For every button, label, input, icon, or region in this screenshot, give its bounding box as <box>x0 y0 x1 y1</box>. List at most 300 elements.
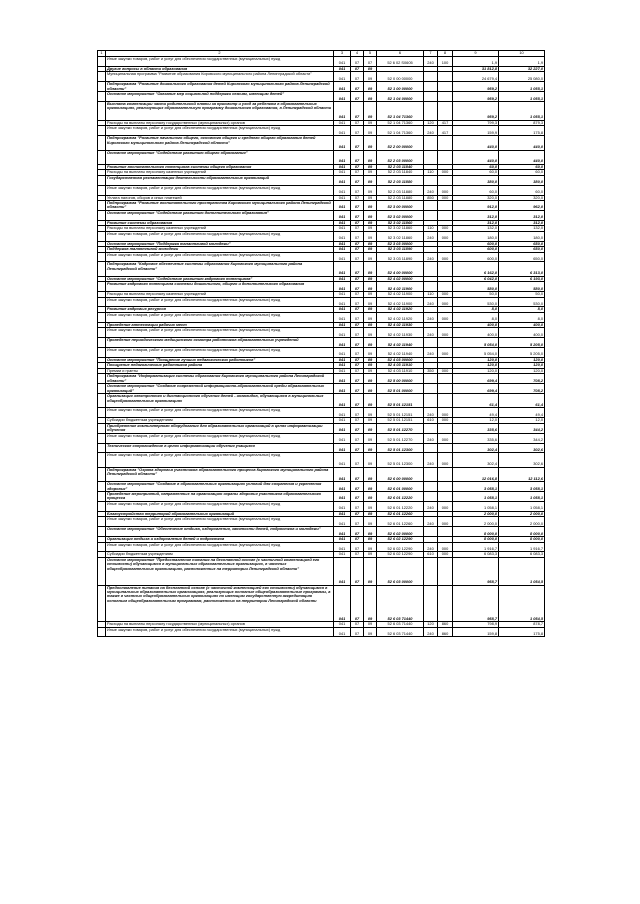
row-amount-year1: 3 058,1 <box>453 482 499 492</box>
budget-table-sheet <box>97 50 544 637</box>
table-row <box>98 328 545 338</box>
row-target-article: 52 1 04 71360 <box>377 102 424 121</box>
row-ministry-code: 041 <box>334 408 351 418</box>
row-name-cell: Иные закупки товаров, работ и услуг для обеспечения государственных (муниципальных) нужд <box>106 453 334 467</box>
row-ministry-code: 041 <box>334 57 351 67</box>
row-section-code: 07 <box>351 348 364 358</box>
row-subsection-code: 09 <box>364 82 377 92</box>
table-body <box>98 57 545 637</box>
row-amount-year1: 580,0 <box>453 282 499 292</box>
row-subsection-code: 09 <box>364 175 377 185</box>
row-name-cell: Подпрограмма "Охрана здоровья участников образовательного процесса Кировского муниципального района Ленинградской области" <box>106 467 334 481</box>
row-subsection-code: 09 <box>364 501 377 511</box>
row-name-cell: Основное мероприятие "Предоставление питания на бесплатной основе (с частичной компенсацией его стоимости) обучающимся в муниципальных образовательных организациях, в частных общеобразовательных организациях, расположенных на территории Ленинградской области" <box>106 557 334 585</box>
row-name-cell: Проведение мероприятий, направленных на организацию охраны здоровья участников образовательного процесса <box>106 492 334 502</box>
row-ministry-code: 041 <box>334 210 351 220</box>
table-row <box>98 185 545 195</box>
row-ministry-code: 041 <box>334 66 351 71</box>
row-amount-year2: 50,0 <box>499 292 545 297</box>
row-name-cell: Основное мероприятие "Обеспечение отдыха, оздоровления, занятости детей, подростков и молодежи" <box>106 527 334 537</box>
row-section-code: 07 <box>351 322 364 327</box>
row-expense-type <box>424 482 438 492</box>
row-amount-year2: 8,0 <box>499 307 545 312</box>
row-ministry-code: 041 <box>334 585 351 622</box>
table-row <box>98 126 545 136</box>
row-marker-cell <box>98 126 106 136</box>
row-classifier-code <box>438 443 453 453</box>
row-expense-type: 240 <box>424 517 438 527</box>
row-expense-type <box>424 136 438 150</box>
row-target-article: 52 5 01 12300 <box>377 443 424 453</box>
row-expense-type: 240 <box>424 501 438 511</box>
row-expense-type <box>424 492 438 502</box>
row-classifier-code: 100 <box>438 57 453 67</box>
row-subsection-code: 09 <box>364 338 377 348</box>
row-name-cell: Расходы на выплаты персоналу казенных учреждений <box>106 226 334 231</box>
row-target-article: 52 2 03 11840 <box>377 170 424 175</box>
row-classifier-code: 000 <box>438 501 453 511</box>
row-name-cell: Иные закупки товаров, работ и услуг для обеспечения государственных (муниципальных) нужд <box>106 627 334 637</box>
table-row <box>98 210 545 220</box>
row-amount-year1: 320,0 <box>453 195 499 200</box>
row-section-code: 07 <box>351 276 364 281</box>
row-expense-type: 240 <box>424 433 438 443</box>
row-amount-year2: 962,0 <box>499 201 545 211</box>
row-amount-year1: 120,0 <box>453 357 499 362</box>
row-target-article: 52 5 01 12300 <box>377 453 424 467</box>
row-name-cell: Иные закупки товаров, работ и услуг для обеспечения государственных (муниципальных) нужд <box>106 517 334 527</box>
row-classifier-code: 000 <box>438 453 453 467</box>
row-ministry-code: 041 <box>334 348 351 358</box>
row-classifier-code: 000 <box>438 231 453 241</box>
row-expense-type <box>424 338 438 348</box>
row-ministry-code: 041 <box>334 433 351 443</box>
row-section-code: 07 <box>351 374 364 384</box>
row-amount-year1: 302,4 <box>453 443 499 453</box>
row-target-article: 52 2 03 00000 <box>377 150 424 164</box>
table-row <box>98 492 545 502</box>
row-amount-year2: 312,0 <box>499 220 545 225</box>
row-ministry-code: 041 <box>334 492 351 502</box>
row-subsection-code: 09 <box>364 622 377 627</box>
row-subsection-code: 09 <box>364 363 377 368</box>
row-target-article: 52 3 03 11890 <box>377 252 424 262</box>
row-amount-year2: 1 916,7 <box>499 542 545 552</box>
table-row <box>98 627 545 637</box>
row-classifier-code: 000 <box>438 195 453 200</box>
row-name-cell: Иные закупки товаров, работ и услуг для обеспечения государственных (муниципальных) нужд <box>106 185 334 195</box>
row-name-cell: Подпрограмма "Развитие дошкольного образования детей Кировского муниципального района Ленинградской области" <box>106 82 334 92</box>
row-ministry-code: 041 <box>334 482 351 492</box>
row-marker-cell <box>98 585 106 622</box>
row-target-article: 52 4 02 11900 <box>377 297 424 307</box>
row-amount-year2: 879,3 <box>499 120 545 125</box>
table-row <box>98 150 545 164</box>
row-amount-year1: 24 679,4 <box>453 72 499 82</box>
row-name-cell: Основное мероприятие "Поощрение лучших педагогических работников" <box>106 357 334 362</box>
row-classifier-code <box>438 175 453 185</box>
row-name-cell: Основное мероприятие "Содействие развитию кадрового потенциала" <box>106 276 334 281</box>
row-target-article: 52 4 02 11920 <box>377 307 424 312</box>
row-classifier-code <box>438 92 453 102</box>
row-subsection-code: 09 <box>364 527 377 537</box>
row-amount-year2: 1 055,1 <box>499 82 545 92</box>
table-row <box>98 384 545 394</box>
row-marker-cell <box>98 453 106 467</box>
row-ministry-code: 041 <box>334 72 351 82</box>
row-amount-year1: 132,0 <box>453 226 499 231</box>
row-amount-year1: 1 058,1 <box>453 501 499 511</box>
row-amount-year2: 6 313,0 <box>499 262 545 276</box>
row-amount-year2: 708,2 <box>499 374 545 384</box>
table-row <box>98 262 545 276</box>
row-section-code: 07 <box>351 433 364 443</box>
row-amount-year1: 959,2 <box>453 102 499 121</box>
row-marker-cell <box>98 102 106 121</box>
row-amount-year2: 8 000,0 <box>499 527 545 537</box>
row-marker-cell <box>98 312 106 322</box>
row-ministry-code: 041 <box>334 467 351 481</box>
row-section-code: 07 <box>351 241 364 246</box>
row-name-cell: Иные закупки товаров, работ и услуг для обеспечения государственных (муниципальных) нужд <box>106 126 334 136</box>
row-amount-year2: 440,0 <box>499 150 545 164</box>
row-name-cell: Субсидии бюджетным учреждениям <box>106 418 334 423</box>
row-ministry-code: 041 <box>334 102 351 121</box>
row-subsection-code: 09 <box>364 542 377 552</box>
row-amount-year2: 302,6 <box>499 453 545 467</box>
row-amount-year2: 175,8 <box>499 627 545 637</box>
row-classifier-code: 860 <box>438 627 453 637</box>
row-amount-year1: 159,9 <box>453 126 499 136</box>
row-subsection-code: 09 <box>364 552 377 557</box>
row-amount-year1: 6 162,0 <box>453 262 499 276</box>
row-name-cell: Поощрение педагогических работников района <box>106 363 334 368</box>
row-name-cell: Развитие системы образования <box>106 220 334 225</box>
row-amount-year1: 699,4 <box>453 384 499 394</box>
row-subsection-code: 09 <box>364 384 377 394</box>
row-target-article: 52 4 02 11920 <box>377 312 424 322</box>
row-name-cell: Техническое сопровождение в целях информатизации обучения учащихся <box>106 443 334 453</box>
row-amount-year1: 8,0 <box>453 307 499 312</box>
row-amount-year1: 312,0 <box>453 220 499 225</box>
row-name-cell: Подпрограмма "Развитие начального общего, основного общего и среднего общего образования детей Кировского муниципального района Ленинградской области" <box>106 136 334 150</box>
row-name-cell: Основное мероприятие "Содействие развитию дополнительного образования" <box>106 210 334 220</box>
table-row <box>98 408 545 418</box>
row-amount-year1: 312,0 <box>453 210 499 220</box>
row-expense-type: 240 <box>424 312 438 322</box>
column-number: 9 <box>453 51 499 57</box>
row-target-article: 52 3 03 11890 <box>377 247 424 252</box>
row-section-code: 07 <box>351 231 364 241</box>
row-amount-year2: 580,0 <box>499 282 545 292</box>
row-target-article: 52 3 02 11860 <box>377 231 424 241</box>
row-expense-type: 110 <box>424 170 438 175</box>
row-name-cell: Проведение аттестации рабочих мест <box>106 322 334 327</box>
row-classifier-code <box>438 467 453 481</box>
row-expense-type: 240 <box>424 57 438 67</box>
table-row <box>98 338 545 348</box>
row-target-article: 52 6 03 71440 <box>377 627 424 637</box>
row-amount-year1: 180,0 <box>453 231 499 241</box>
row-section-code: 07 <box>351 552 364 557</box>
row-name-cell: Иные закупки товаров, работ и услуг для обеспечения государственных (муниципальных) нужд <box>106 408 334 418</box>
row-section-code: 07 <box>351 195 364 200</box>
row-ministry-code: 041 <box>334 195 351 200</box>
row-name-cell: Иные закупки товаров, работ и услуг для обеспечения государственных (муниципальных) нужд <box>106 57 334 67</box>
row-target-article: 52 6 01 12220 <box>377 501 424 511</box>
row-amount-year1: 600,0 <box>453 247 499 252</box>
row-amount-year2: 1 055,1 <box>499 102 545 121</box>
row-name-cell: Иные закупки товаров, работ и услуг для обеспечения государственных (муниципальных) нужд <box>106 501 334 511</box>
row-subsection-code: 09 <box>364 247 377 252</box>
row-expense-type: 120 <box>424 120 438 125</box>
row-amount-year2: 2 000,0 <box>499 517 545 527</box>
row-classifier-code: 000 <box>438 170 453 175</box>
table-row <box>98 501 545 511</box>
row-section-code: 07 <box>351 210 364 220</box>
row-section-code: 07 <box>351 408 364 418</box>
row-marker-cell <box>98 627 106 637</box>
row-amount-year2: 1 055,1 <box>499 92 545 102</box>
row-section-code: 07 <box>351 92 364 102</box>
row-amount-year2: 650,0 <box>499 252 545 262</box>
row-subsection-code: 09 <box>364 241 377 246</box>
table-row <box>98 231 545 241</box>
row-subsection-code: 09 <box>364 307 377 312</box>
row-ministry-code: 041 <box>334 542 351 552</box>
row-amount-year2: 302,6 <box>499 443 545 453</box>
row-expense-type: 850 <box>424 195 438 200</box>
row-amount-year2: 32 227,0 <box>499 66 545 71</box>
column-number: 3 <box>334 51 351 57</box>
row-subsection-code: 09 <box>364 252 377 262</box>
row-name-cell: Иные закупки товаров, работ и услуг для обеспечения государственных (муниципальных) нужд <box>106 297 334 307</box>
row-amount-year1: 600,0 <box>453 252 499 262</box>
row-target-article: 52 1 04 71360 <box>377 126 424 136</box>
row-name-cell: Иные закупки товаров, работ и услуг для обеспечения государственных (муниципальных) нужд <box>106 328 334 338</box>
row-name-cell: Поддержка талантливой молодежи <box>106 247 334 252</box>
row-subsection-code: 09 <box>364 220 377 225</box>
row-subsection-code: 09 <box>364 433 377 443</box>
row-ministry-code: 041 <box>334 252 351 262</box>
row-ministry-code: 041 <box>334 185 351 195</box>
row-subsection-code: 09 <box>364 136 377 150</box>
row-name-cell: Другие вопросы в области образования <box>106 66 334 71</box>
row-section-code: 07 <box>351 312 364 322</box>
row-amount-year1: 61,4 <box>453 394 499 408</box>
row-marker-cell <box>98 374 106 384</box>
row-marker-cell <box>98 201 106 211</box>
row-ministry-code: 041 <box>334 126 351 136</box>
row-ministry-code: 041 <box>334 363 351 368</box>
row-classifier-code: 000 <box>438 408 453 418</box>
row-ministry-code: 041 <box>334 328 351 338</box>
row-expense-type: 240 <box>424 185 438 195</box>
row-amount-year1: 5 054,0 <box>453 348 499 358</box>
table-row <box>98 453 545 467</box>
row-expense-type <box>424 210 438 220</box>
column-number: 2 <box>106 51 334 57</box>
row-target-article: 52 4 02 00000 <box>377 276 424 281</box>
row-subsection-code: 09 <box>364 185 377 195</box>
row-marker-cell <box>98 557 106 585</box>
row-amount-year2: 650,0 <box>499 247 545 252</box>
row-marker-cell <box>98 82 106 92</box>
row-target-article: 52 2 00 00000 <box>377 136 424 150</box>
row-subsection-code: 09 <box>364 368 377 373</box>
row-expense-type: 110 <box>424 226 438 231</box>
row-amount-year1: 31 812,8 <box>453 66 499 71</box>
row-expense-type <box>424 443 438 453</box>
row-ministry-code: 041 <box>334 527 351 537</box>
row-expense-type <box>424 423 438 433</box>
row-classifier-code: 000 <box>438 552 453 557</box>
row-ministry-code: 041 <box>334 627 351 637</box>
row-amount-year2: 878,7 <box>499 622 545 627</box>
row-marker-cell <box>98 443 106 453</box>
table-row <box>98 136 545 150</box>
row-marker-cell <box>98 150 106 164</box>
row-subsection-code: 09 <box>364 348 377 358</box>
row-name-cell: Организация электронного и дистанционного обучения детей - инвалидов, обучающихся в муниципальных общеобразовательных организациях <box>106 394 334 408</box>
row-name-cell: Основное мероприятие "Поддержка талантливой молодежи" <box>106 241 334 246</box>
row-amount-year2: 6 193,0 <box>499 276 545 281</box>
row-subsection-code: 09 <box>364 262 377 276</box>
row-amount-year2: 320,0 <box>499 195 545 200</box>
row-expense-type: 240 <box>424 231 438 241</box>
table-row <box>98 312 545 322</box>
table-row <box>98 542 545 552</box>
row-subsection-code: 09 <box>364 443 377 453</box>
row-classifier-code <box>438 492 453 502</box>
row-expense-type: 240 <box>424 328 438 338</box>
row-subsection-code: 09 <box>364 92 377 102</box>
row-amount-year1: 335,6 <box>453 433 499 443</box>
row-classifier-code <box>438 557 453 585</box>
row-classifier-code: 860 <box>438 622 453 627</box>
row-ministry-code: 041 <box>334 552 351 557</box>
row-subsection-code: 09 <box>364 102 377 121</box>
row-classifier-code: 000 <box>438 517 453 527</box>
row-classifier-code: 000 <box>438 542 453 552</box>
row-expense-type <box>424 557 438 585</box>
row-ministry-code: 041 <box>334 312 351 322</box>
budget-table <box>97 50 545 637</box>
row-marker-cell <box>98 72 106 82</box>
row-amount-year2: 312,0 <box>499 210 545 220</box>
table-row <box>98 102 545 121</box>
row-ministry-code: 041 <box>334 262 351 276</box>
row-amount-year1: 2 000,0 <box>453 511 499 516</box>
row-ministry-code: 041 <box>334 170 351 175</box>
row-section-code: 07 <box>351 226 364 231</box>
row-subsection-code: 09 <box>364 282 377 292</box>
row-amount-year2: 120,0 <box>499 368 545 373</box>
row-section-code: 07 <box>351 82 364 92</box>
table-row <box>98 57 545 67</box>
row-amount-year2: 1 054,5 <box>499 557 545 585</box>
row-amount-year2: 5 205,0 <box>499 348 545 358</box>
row-amount-year2: 12 112,6 <box>499 467 545 481</box>
row-name-cell: Иные закупки товаров, работ и услуг для обеспечения государственных (муниципальных) нужд <box>106 348 334 358</box>
row-classifier-code <box>438 262 453 276</box>
row-amount-year1: 335,6 <box>453 423 499 433</box>
row-amount-year2: 61,4 <box>499 394 545 408</box>
row-expense-type <box>424 72 438 82</box>
row-subsection-code: 09 <box>364 126 377 136</box>
row-amount-year2: 1 058,1 <box>499 492 545 502</box>
column-number: 6 <box>377 51 424 57</box>
row-subsection-code: 07 <box>364 57 377 67</box>
row-subsection-code: 09 <box>364 322 377 327</box>
row-name-cell: Подпрограмма "Информатизация системы образования Кировского муниципального района Ленинградской области" <box>106 374 334 384</box>
row-expense-type: 350 <box>424 368 438 373</box>
row-expense-type: 240 <box>424 297 438 307</box>
row-section-code: 07 <box>351 66 364 71</box>
row-ministry-code: 041 <box>334 557 351 585</box>
column-number: 5 <box>364 51 377 57</box>
row-section-code: 07 <box>351 170 364 175</box>
row-section-code: 07 <box>351 175 364 185</box>
row-target-article: 52 1 04 00000 <box>377 92 424 102</box>
row-amount-year1: 400,0 <box>453 322 499 327</box>
row-subsection-code: 09 <box>364 627 377 637</box>
row-section-code: 07 <box>351 247 364 252</box>
row-expense-type: 240 <box>424 453 438 467</box>
row-target-article: 52 6 01 12220 <box>377 492 424 502</box>
row-classifier-code <box>438 374 453 384</box>
row-expense-type: 240 <box>424 542 438 552</box>
row-subsection-code: 09 <box>364 150 377 164</box>
row-name-cell: Основное мероприятие "Создание современной информационно-образовательной среды образовательных организаций" <box>106 384 334 394</box>
row-classifier-code: 000 <box>438 368 453 373</box>
row-target-article: 52 6 03 71440 <box>377 622 424 627</box>
row-section-code: 07 <box>351 384 364 394</box>
row-section-code: 07 <box>351 185 364 195</box>
row-ministry-code: 041 <box>334 368 351 373</box>
row-ministry-code: 041 <box>334 297 351 307</box>
row-section-code: 07 <box>351 363 364 368</box>
table-row <box>98 433 545 443</box>
row-amount-year1: 5 054,0 <box>453 338 499 348</box>
row-subsection-code: 09 <box>364 423 377 433</box>
row-target-article: 52 6 01 12260 <box>377 517 424 527</box>
column-number: 4 <box>351 51 364 57</box>
table-row <box>98 557 545 585</box>
row-expense-type: 240 <box>424 408 438 418</box>
row-name-cell: Иные закупки товаров, работ и услуг для обеспечения государственных (муниципальных) нужд <box>106 231 334 241</box>
row-name-cell: Развитие кадровых ресурсов <box>106 307 334 312</box>
row-marker-cell <box>98 394 106 408</box>
row-amount-year1: 400,0 <box>453 328 499 338</box>
row-classifier-code <box>438 394 453 408</box>
row-amount-year1: 600,0 <box>453 241 499 246</box>
row-ministry-code: 041 <box>334 394 351 408</box>
row-target-article: 52 1 04 71360 <box>377 120 424 125</box>
row-name-cell: Основное мероприятие "Содействие развитию общего образования" <box>106 150 334 164</box>
row-name-cell: Расходы на выплаты персоналу государственных (муниципальных) органов <box>106 120 334 125</box>
row-expense-type <box>424 262 438 276</box>
row-expense-type <box>424 282 438 292</box>
row-target-article: 52 5 01 12151 <box>377 394 424 408</box>
row-marker-cell <box>98 92 106 102</box>
row-amount-year2: 440,0 <box>499 136 545 150</box>
row-expense-type <box>424 92 438 102</box>
row-amount-year1: 60,0 <box>453 170 499 175</box>
row-target-article: 52 6 01 00000 <box>377 482 424 492</box>
row-marker-cell <box>98 517 106 527</box>
column-number: 1 <box>98 51 106 57</box>
